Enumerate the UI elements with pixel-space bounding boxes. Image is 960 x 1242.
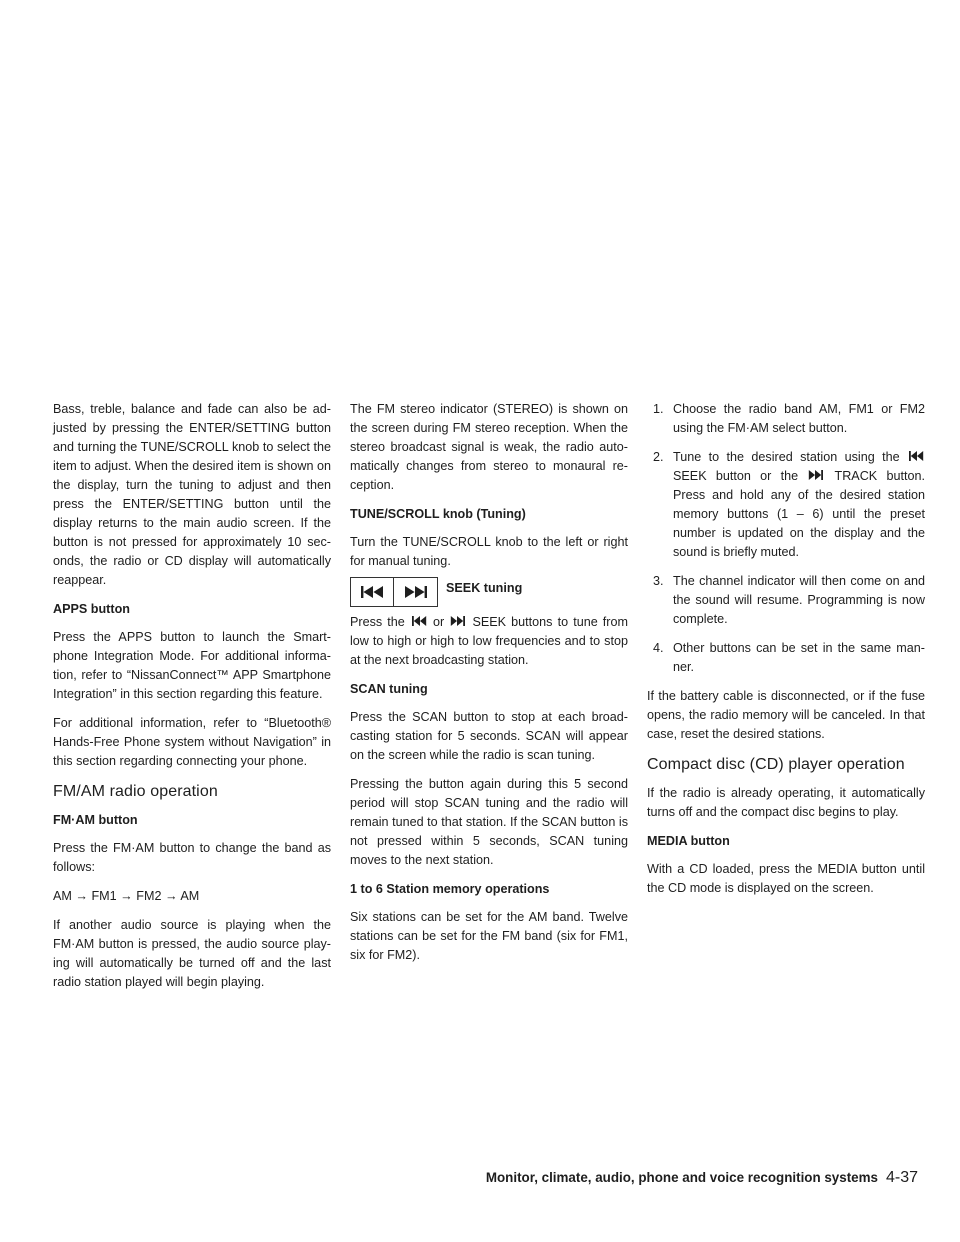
cd-paragraph: If the radio is already operating, it automatically turns off and the compact disc begins to play.: [647, 786, 925, 819]
seek-forward-icon: [450, 616, 466, 626]
fmam-section-heading: FM/AM radio operation: [53, 783, 218, 800]
fmam-band-sequence: AM → FM1 → FM2 → AM: [53, 889, 200, 903]
step-number: 4.: [653, 641, 664, 655]
fmam-paragraph-1: Press the FM·AM button to change the band as follows:: [53, 841, 331, 874]
footer-section-title: Monitor, climate, audio, phone and voice recognition systems: [485, 1170, 878, 1185]
seek-back-icon: [360, 586, 384, 598]
apps-button-heading: APPS button: [53, 602, 130, 616]
cd-section-heading: Compact disc (CD) player operation: [647, 756, 905, 773]
column-middle: [350, 400, 628, 975]
step-number: 2.: [653, 450, 664, 464]
step-number: 3.: [653, 574, 664, 588]
media-paragraph: With a CD loaded, press the MEDIA button until the CD mode is displayed on the screen.: [647, 862, 925, 895]
seek-text-prefix: Press the: [350, 615, 405, 629]
intro-paragraph: Bass, treble, balance and fade can also be ad-justed by pressing the ENTER/SETTING button and turning the TUNE/SCROLL knob to select the item to adjust. When the desired item is shown on the display, turn the tuning to adjust and then press the ENTER/SETTING button until the display returns to the main audio screen. If the button is not pressed for approximately 10 sec-onds, the radio or CD display will automatically reappear.: [53, 402, 331, 587]
list-item: [647, 400, 925, 438]
list-item: [647, 639, 925, 677]
seek-back-icon: [411, 616, 427, 626]
page-number: 4-37: [885, 1169, 918, 1186]
column-right: [647, 400, 925, 908]
column-left: [53, 400, 331, 1002]
step-text: Choose the radio band AM, FM1 or FM2 using the FM·AM select button.: [673, 402, 925, 435]
seek-back-icon: [908, 451, 924, 461]
apps-paragraph-2: For additional information, refer to “Bluetooth® Hands-Free Phone system without Navigation” in this section regarding connecting your phone.: [53, 716, 331, 768]
apps-paragraph-1: Press the APPS button to launch the Smart-phone Integration Mode. For additional informa-tion, refer to “NissanConnect™ APP Smartphone Integration” in this section regarding this feature.: [53, 630, 331, 701]
scan-tuning-heading: SCAN tuning: [350, 682, 428, 696]
step-text-mid: SEEK button or the: [673, 469, 799, 483]
media-button-heading: MEDIA button: [647, 834, 730, 848]
seek-text-or: or: [433, 615, 445, 629]
list-item: [647, 448, 925, 562]
station-memory-paragraph: Six stations can be set for the AM band. Twelve stations can be set for the FM band (six for FM1, six for FM2).: [350, 910, 628, 962]
seek-paragraph: [350, 613, 628, 670]
seek-forward-button-illustration: [394, 577, 438, 607]
step-text: The channel indicator will then come on and the sound will resume. Programming is now complete.: [673, 574, 925, 626]
step-text-suffix: TRACK button. Press and hold any of the desired station memory buttons (1 – 6) until the preset number is updated on the display and the sound is briefly muted.: [673, 469, 925, 559]
seek-tuning-label: SEEK tuning: [446, 580, 523, 595]
tune-paragraph: Turn the TUNE/SCROLL knob to the left or right for manual tuning.: [350, 535, 628, 568]
stereo-paragraph: The FM stereo indicator (STEREO) is shown on the screen during FM stereo reception. When the stereo broadcast signal is weak, the radio auto-matically changes from stereo to monaural re-ception.: [350, 402, 628, 492]
tune-knob-heading: TUNE/SCROLL knob (Tuning): [350, 507, 526, 521]
scan-paragraph-2: Pressing the button again during this 5 second period will stop SCAN tuning and the radio will remain tuned to that station. If the SCAN button is not pressed within 5 seconds, SCAN tuning moves to the next station.: [350, 777, 628, 867]
step-text: Other buttons can be set in the same man-ner.: [673, 641, 925, 674]
battery-paragraph: If the battery cable is disconnected, or if the fuse opens, the radio memory will be canceled. In that case, reset the desired stations.: [647, 689, 925, 741]
memory-steps-list: [647, 400, 925, 677]
fmam-button-heading: FM·AM button: [53, 813, 138, 827]
scan-paragraph-1: Press the SCAN button to stop at each broad-casting station for 5 seconds. SCAN will appear on the screen while the radio is scan tuning.: [350, 710, 628, 762]
list-item: [647, 572, 925, 629]
seek-text-suffix: SEEK buttons to tune from low to high or high to low frequencies and to stop at the next broadcasting station.: [350, 615, 628, 667]
seek-forward-icon: [808, 470, 824, 480]
step-text-prefix: Tune to the desired station using the: [673, 450, 900, 464]
step-number: 1.: [653, 402, 664, 416]
seek-back-button-illustration: [350, 577, 394, 607]
seek-buttons-illustration: [350, 577, 628, 607]
fmam-paragraph-2: If another audio source is playing when the FM·AM button is pressed, the audio source play-ing will automatically be turned off and the last radio station played will begin playing.: [53, 918, 331, 989]
seek-forward-icon: [404, 586, 428, 598]
page-footer: [452, 1169, 918, 1187]
station-memory-heading: 1 to 6 Station memory operations: [350, 882, 550, 896]
